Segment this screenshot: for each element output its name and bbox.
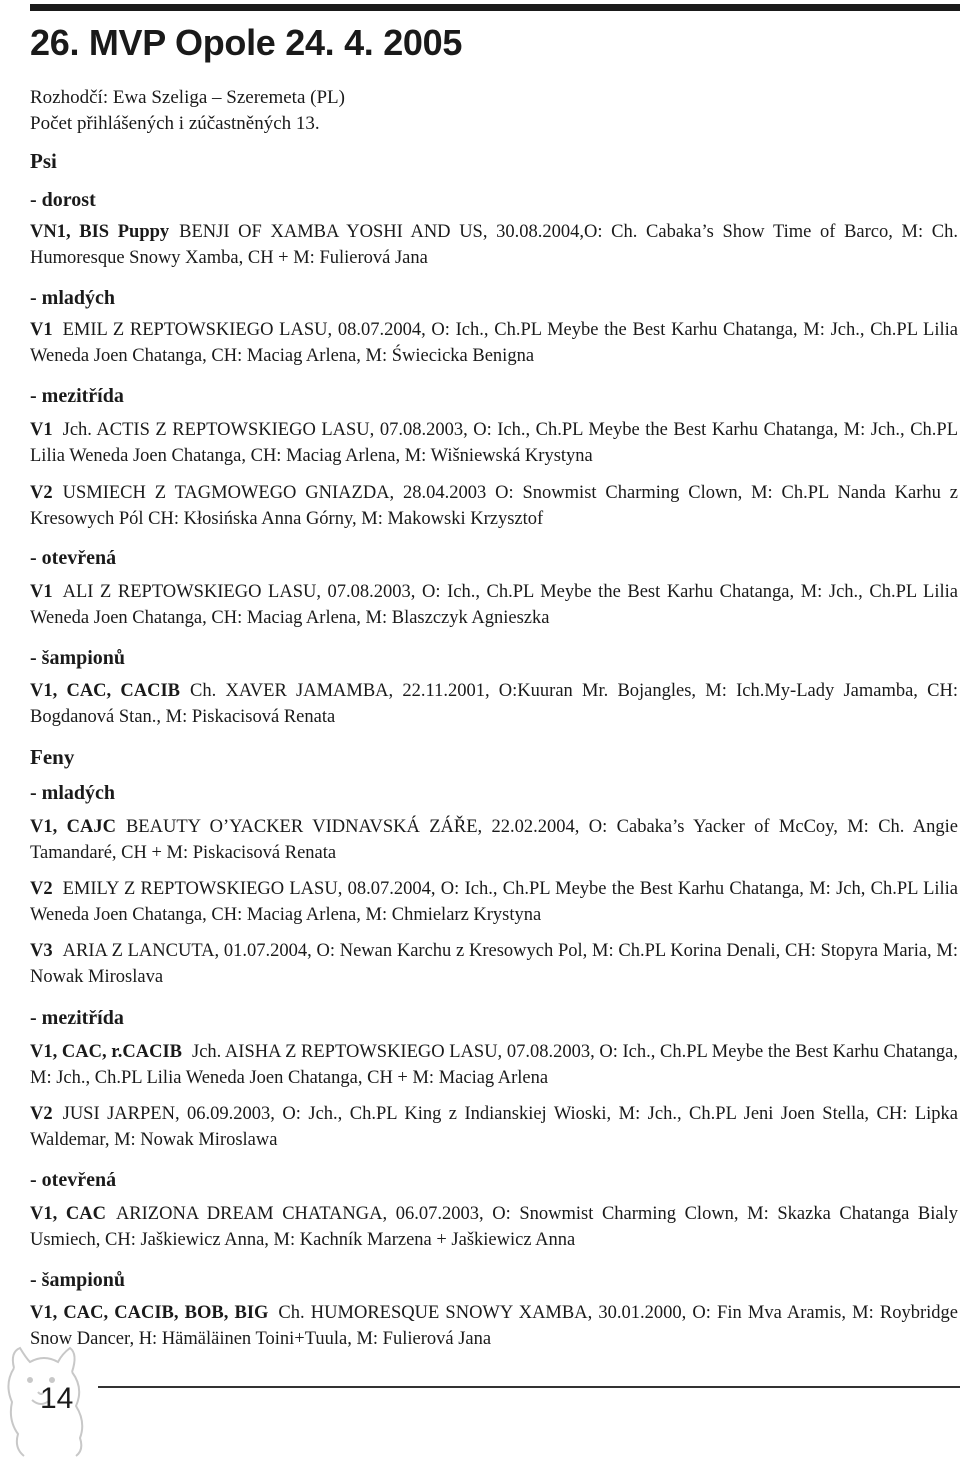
entry bbox=[30, 418, 958, 469]
entry-label: V1, CAJC bbox=[30, 817, 116, 837]
entry-label: V2 bbox=[30, 879, 53, 899]
entry-label: V2 bbox=[30, 483, 53, 503]
class-heading-sampionu: - šampionů bbox=[30, 1269, 126, 1291]
entry-label: V1, CAC, CACIB, BOB, BIG bbox=[30, 1303, 269, 1323]
class-heading-mezitrida: - mezitřída bbox=[30, 385, 124, 407]
entry-text: ARIA Z LANCUTA, 01.07.2004, O: Newan Karchu z Kresowych Pol, M: Ch.PL Korina Denali, CH: Stopyra Maria, M: Nowak Miroslava bbox=[30, 941, 958, 987]
entry-label: V1 bbox=[30, 420, 53, 440]
page-title: 26. MVP Opole 24. 4. 2005 bbox=[30, 22, 463, 63]
class-heading-otevrena: - otevřená bbox=[30, 1169, 117, 1191]
top-rule bbox=[30, 4, 960, 11]
entry bbox=[30, 1040, 958, 1091]
entry bbox=[30, 1102, 958, 1153]
entry-label: V1, CAC, r.CACIB bbox=[30, 1042, 183, 1062]
entry bbox=[30, 1301, 958, 1352]
entry-text: EMIL Z REPTOWSKIEGO LASU, 08.07.2004, O: Ich., Ch.PL Meybe the Best Karhu Chatanga, M: Jch., Ch.PL Lilia Weneda Joen Chatanga, CH: Maciag Arlena, M: Świecicka Benigna bbox=[30, 320, 958, 366]
entry bbox=[30, 220, 958, 271]
entry-text: Ch. XAVER JAMAMBA, 22.11.2001, O:Kuuran Mr. Bojangles, M: Ich.My-Lady Jamamba, CH: Bogdanová Stan., M: Piskacisová Renata bbox=[30, 681, 958, 727]
entry-text: BENJI OF XAMBA YOSHI AND US, 30.08.2004,O: Ch. Cabaka’s Show Time of Barco, M: Ch. Humoresque Snowy Xamba, CH + M: Fulierová Jana bbox=[30, 222, 958, 268]
footer-rule bbox=[98, 1386, 960, 1388]
entry-text: USMIECH Z TAGMOWEGO GNIAZDA, 28.04.2003 O: Snowmist Charming Clown, M: Ch.PL Nanda Karhu z Kresowych Pól CH: Kłosińska Anna Górny, M: Makowski Krzysztof bbox=[30, 483, 958, 529]
judge-line: Rozhodčí: Ewa Szeliga – Szeremeta (PL) bbox=[30, 87, 345, 108]
class-heading-mladych: - mladých bbox=[30, 287, 115, 309]
entry-label: VN1, BIS Puppy bbox=[30, 222, 170, 242]
entry-label: V2 bbox=[30, 1104, 53, 1124]
entry bbox=[30, 1202, 958, 1253]
entry bbox=[30, 679, 958, 730]
entry-label: V1, CAC, CACIB bbox=[30, 681, 181, 701]
class-heading-mladych: - mladých bbox=[30, 782, 115, 804]
entry-text: JUSI JARPEN, 06.09.2003, O: Jch., Ch.PL King z Indianskiej Wioski, M: Jch., Ch.PL Jeni Joen Stella, CH: Lipka Waldemar, M: Nowak Miroslawa bbox=[30, 1104, 958, 1150]
page-number: 14 bbox=[40, 1382, 74, 1415]
section-heading-dogs: Psi bbox=[30, 149, 57, 173]
entry bbox=[30, 877, 958, 928]
entry-label: V1, CAC bbox=[30, 1204, 106, 1224]
entries-count: Počet přihlášených i zúčastněných 13. bbox=[30, 113, 320, 134]
class-heading-mezitrida: - mezitřída bbox=[30, 1007, 124, 1029]
entry-text: Jch. ACTIS Z REPTOWSKIEGO LASU, 07.08.2003, O: Ich., Ch.PL Meybe the Best Karhu Chatanga, M: Jch., Ch.PL Lilia Weneda Joen Chatanga, CH: Maciag Arlena, M: Wišniewská Krystyna bbox=[30, 420, 958, 466]
entry bbox=[30, 481, 958, 532]
entry-text: ARIZONA DREAM CHATANGA, 06.07.2003, O: Snowmist Charming Clown, M: Skazka Chatanga Bialy Usmiech, CH: Jaškiewicz Anna, M: Kachník Marzena + Jaškiewicz Anna bbox=[30, 1204, 958, 1250]
entry-text: EMILY Z REPTOWSKIEGO LASU, 08.07.2004, O: Ich., Ch.PL Meybe the Best Karhu Chatanga, M: Jch, Ch.PL Lilia Weneda Joen Chatanga, CH: Maciag Arlena, M: Chmielarz Krystyna bbox=[30, 879, 958, 925]
entry-text: ALI Z REPTOWSKIEGO LASU, 07.08.2003, O: Ich., Ch.PL Meybe the Best Karhu Chatanga, M: Jch., Ch.PL Lilia Weneda Joen Chatanga, CH: Maciag Arlena, M: Blaszczyk Agnieszka bbox=[30, 582, 958, 628]
entry-label: V3 bbox=[30, 941, 53, 961]
entry-label: V1 bbox=[30, 320, 53, 340]
entry-text: Ch. HUMORESQUE SNOWY XAMBA, 30.01.2000, O: Fin Mva Aramis, M: Roybridge Snow Dancer, H: Hämäläinen Toini+Tuula, M: Fulierová Jana bbox=[30, 1303, 958, 1349]
section-heading-bitches: Feny bbox=[30, 745, 75, 769]
entry-text: Jch. AISHA Z REPTOWSKIEGO LASU, 07.08.2003, O: Ich., Ch.PL Meybe the Best Karhu Chatanga, M: Jch., Ch.PL Lilia Weneda Joen Chatanga, CH + M: Maciag Arlena bbox=[30, 1042, 958, 1088]
entry bbox=[30, 318, 958, 369]
class-heading-sampionu: - šampionů bbox=[30, 647, 126, 669]
class-heading-otevrena: - otevřená bbox=[30, 547, 117, 569]
entry bbox=[30, 815, 958, 866]
entry bbox=[30, 939, 958, 990]
entry-text: BEAUTY O’YACKER VIDNAVSKÁ ZÁŘE, 22.02.2004, O: Cabaka’s Yacker of McCoy, M: Ch. Angie Tamandaré, CH + M: Piskacisová Renata bbox=[30, 817, 958, 863]
entry-label: V1 bbox=[30, 582, 53, 602]
entry bbox=[30, 580, 958, 631]
class-heading-dorost: - dorost bbox=[30, 189, 96, 211]
